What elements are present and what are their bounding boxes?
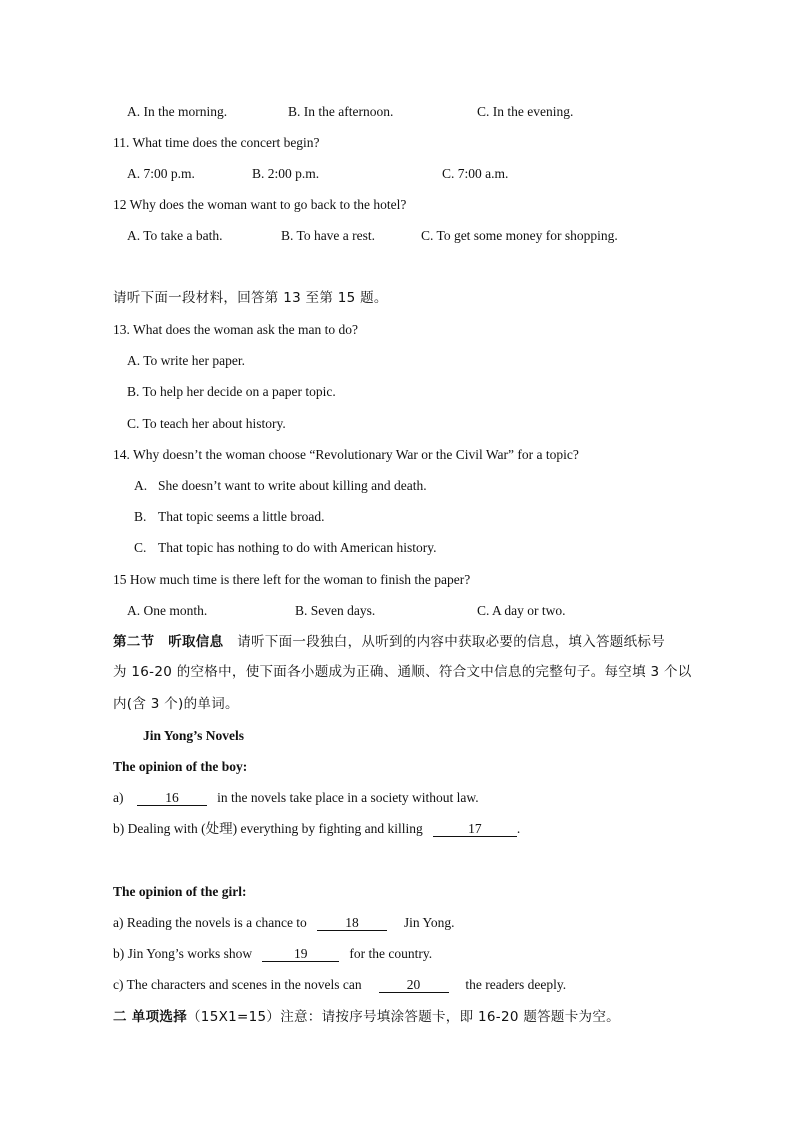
q14-option-c-text: That topic has nothing to do with American history.	[158, 540, 437, 555]
girl-opinion-heading: The opinion of the girl:	[113, 884, 247, 899]
girl-a-prefix: a) Reading the novels is a chance to	[113, 915, 307, 930]
part2-instructions-line2: 为 16-20 的空格中，使下面各小题成为正确、通顺、符合文中信息的完整句子。每空填 3 个以	[113, 664, 692, 680]
q14-option-c-letter: C.	[134, 540, 147, 555]
q11-option-b: B. 2:00 p.m.	[252, 166, 320, 181]
q10-option-c: C. In the evening.	[477, 104, 574, 119]
boy-b-suffix: .	[516, 821, 521, 836]
blank-20: 20	[379, 977, 449, 993]
girl-b-suffix: for the country.	[349, 946, 433, 961]
boy-opinion-b	[113, 820, 520, 838]
passage-title: Jin Yong’s Novels	[143, 728, 245, 743]
girl-c-suffix: the readers deeply.	[465, 977, 567, 992]
q12-option-b: B. To have a rest.	[281, 228, 376, 243]
blank-18: 18	[317, 915, 387, 931]
q12-option-a: A. To take a bath.	[127, 228, 223, 243]
boy-a-prefix: a)	[113, 790, 124, 805]
q15-option-c: C. A day or two.	[477, 603, 566, 618]
q11-question: 11. What time does the concert begin?	[113, 135, 320, 150]
q14-option-b-letter: B.	[134, 509, 147, 524]
q11-option-c: C. 7:00 a.m.	[442, 166, 509, 181]
girl-b-prefix: b) Jin Yong’s works show	[113, 946, 253, 961]
part2-instructions-text: 请听下面一段独白，从听到的内容中获取必要的信息，填入答题纸标号	[223, 634, 666, 650]
q10-option-a: A. In the morning.	[127, 104, 228, 119]
girl-opinion-c	[113, 976, 566, 994]
blank-19: 19	[262, 946, 339, 962]
boy-opinion-a	[113, 789, 479, 807]
blank-17: 17	[433, 821, 517, 837]
boy-a-suffix: in the novels take place in a society without law.	[217, 790, 479, 805]
single-choice-heading: 二 单项选择	[113, 1009, 187, 1025]
q14-question: 14. Why doesn’t the woman choose “Revolutionary War or the Civil War” for a topic?	[113, 447, 579, 462]
q13-option-b: B. To help her decide on a paper topic.	[127, 384, 336, 399]
q12-question: 12 Why does the woman want to go back to the hotel?	[113, 197, 407, 212]
q13-option-c: C. To teach her about history.	[127, 416, 286, 431]
q15-question: 15 How much time is there left for the woman to finish the paper?	[113, 572, 471, 587]
q12-option-c: C. To get some money for shopping.	[421, 228, 618, 243]
q15-option-b: B. Seven days.	[295, 603, 376, 618]
boy-opinion-heading: The opinion of the boy:	[113, 759, 248, 774]
q13-question: 13. What does the woman ask the man to do?	[113, 322, 358, 337]
part2-heading: 第二节 听取信息	[113, 634, 224, 650]
q13-option-a: A. To write her paper.	[127, 353, 246, 368]
part2-instructions-line3: 内(含 3 个)的单词。	[113, 696, 239, 712]
q14-option-a-letter: A.	[134, 478, 148, 493]
q14-option-a-text: She doesn’t want to write about killing and death.	[158, 478, 427, 493]
girl-a-suffix: Jin Yong.	[403, 915, 455, 930]
girl-opinion-b	[113, 945, 432, 963]
part2-instructions-line1	[113, 633, 665, 651]
q15-option-a: A. One month.	[127, 603, 208, 618]
section-intro-13-15: 请听下面一段材料，回答第 13 至第 15 题。	[113, 290, 388, 306]
q10-option-b: B. In the afternoon.	[288, 104, 394, 119]
q11-option-a: A. 7:00 p.m.	[127, 166, 195, 181]
blank-16: 16	[137, 790, 207, 806]
boy-b-prefix: b) Dealing with (处理) everything by fighting and killing	[113, 821, 423, 836]
q14-option-b-text: That topic seems a little broad.	[158, 509, 325, 524]
girl-c-prefix: c) The characters and scenes in the novels can	[113, 977, 362, 992]
single-choice-heading-line	[113, 1008, 620, 1026]
girl-opinion-a	[113, 914, 454, 932]
single-choice-note: （15X1=15）注意：请按序号填涂答题卡，即 16-20 题答题卡为空。	[187, 1009, 620, 1025]
